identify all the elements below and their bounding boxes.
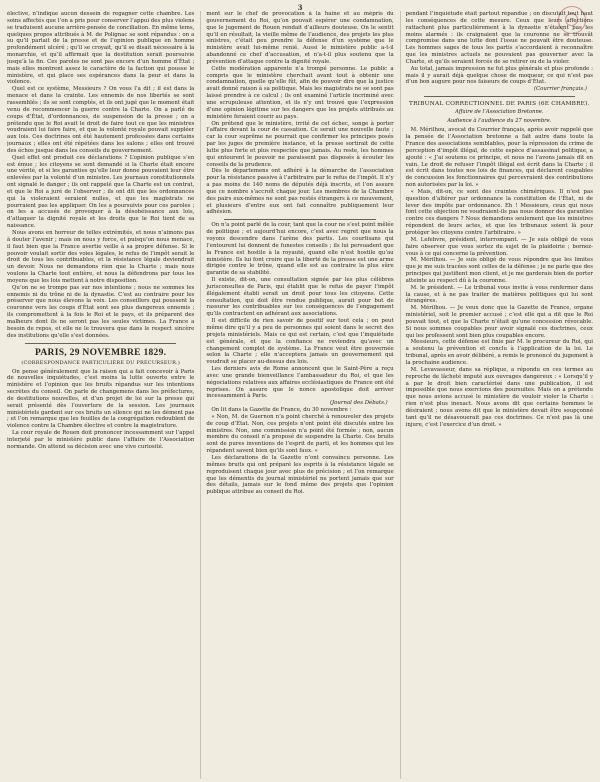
paragraph: On n’a point parlé de la cour, tant que la cour ne s’est point mêlée de politique ; et aujourd’hui encore, c’est avec regret que nous la voyons descendre dans l’arène des partis. Les courtisans qui l’entourent lui donnent de funestes conseils ; ils lui persuadent que la France est hostile à la royauté, quand elle n’est hostile qu’au ministère. Ils lui font croire que la liberté de la presse est une arme dirigée contre le trône, quand elle est au contraire la plus sûre garantie de sa stabilité. [206, 222, 394, 277]
paragraph: élective, n’indique aucun dessein de regagner cette chambre. Les soins affectés que l’on a pris pour conserver l’appui des plus violens se traduisent aucune arrière-pensée de conciliation. En même tems, quelques propos attribués à M. de Polignac se sont répandus : on a su qu’il parlait de la presse et de l’opinion publique en homme profondément ulcéré ; qu’il se croyait, qu’il se disait nécessaire à la monarchie, et qu’il affirmait que la destitution serait poursuivie jusqu’à la fin. Ces paroles ne sont pas encore d’un homme d’État ; mais elles montrent assez le caractère de la faction qui pousse le ministère, et qui place ses espérances dans la peur et dans la violence. [7, 11, 195, 86]
column-left [7, 11, 194, 779]
dateline-subtitle: (CORRESPONDANCE PARTICULIÈRE DU PRÉCURSEUR.) [21, 359, 180, 366]
tribunal-subheading: Affaire de l’Association Bretonne. [455, 109, 544, 116]
paragraph: M. Mérilhou, avocat du Courrier français, après avoir rappelé que la pensée de l’Association bretonne a fait autre dans toute la France des associations semblables, pour la répression du crime de perception d’impôt illégal, de cette espèce d’assassinat politique, a ajouté : « J’ai soutenu ce principe, et nous ne l’avons jamais dit en vain. Le droit de refuser l’impôt illégal est écrit dans la Charte ; il est écrit dans toutes nos lois de finances, qui déclarent coupables de concussion les fonctionnaires qui percevraient des contributions non autorisées par la loi. » [405, 127, 593, 189]
paragraph: Qu’on ne se trompe pas sur nos intentions ; nous ne sommes les ennemis ni du trône ni de la dynastie. C’est au contraire pour les préserver que nous élevons la voix. Les conseillers qui poussent la couronne vers les coups d’État sont ses plus dangereux ennemis ; ils compromettent à la fois le Roi et le pays, et ils préparent des malheurs dont ils ne seront pas les seules victimes. La France a besoin de repos, et elle ne le trouvera que dans le respect sincère des institutions qu’elle s’est données. [7, 284, 195, 339]
paragraph: On pense généralement que la raison qui a fait concevoir à Paris de nouvelles inquiétudes, c’est moins la lutte ouverte entre le ministère et l’opinion que les bruits répandus sur les intentions secrètes du conseil. On parle de changemens dans les préfectures, de destitutions nouvelles, et d’un projet de loi sur la presse qui serait présenté dès l’ouverture de la session. Les journaux ministériels gardent sur ces bruits un silence qui ne les dément pas ; et l’on remarque que les feuilles de la congrégation redoublent de violence contre la Chambre élective et contre la magistrature. [7, 368, 195, 430]
paragraph: Dès le départemens ont adhéré à la démarche de l’association pour la résistance passive à l’arbitraire par le refus de l’impôt. Il n’y a pas moins de 140 noms de députés déjà inscrits, et l’on assure que ce nombre s’accroît chaque jour. Les membres de la Chambre des pairs eux-mêmes ne sont pas restés étrangers à ce mouvement, et plusieurs d’entre eux ont fait connaître publiquement leur adhésion. [206, 168, 394, 216]
paragraph: On lit dans la Gazette de France, du 30 novembre : [211, 407, 352, 414]
paragraph: Quel est ce système, Messieurs ? On vous l’a dit ; il est dans la menace et dans la crainte. Les ennemis de nos libertés se sont rassemblés ; ils se sont comptés, et ils ont jugé que le moment était venu de recommencer la guerre contre la Charte. On a parlé de coups d’État, d’ordonnances, de suspension de la presse ; on a prétendu que le Roi avait le droit de faire tout ce que les ministres voudraient lui faire faire, et que la volonté royale pouvait suppléer aux lois. Ces doctrines ont été hautement professées dans certains journaux ; elles ont été répétées dans les salons ; elles ont trouvé des échos jusque dans les conseils du gouvernement. [7, 86, 195, 154]
paragraph: On prétend que le ministère, irrité de cet échec, songe à porter l’affaire devant la cour de cassation. Ce serait une nouvelle faute ; car la cour suprême ne pourrait que confirmer les principes posés par les juges de première instance, et la presse sortirait de cette lutte plus forte et plus respectée que jamais. Au reste, les hommes qui entourent le pouvoir ne paraissent pas disposés à écouter les conseils de la prudence. [206, 120, 394, 168]
paragraph: M. le président. — Le tribunal vous invite à vous renfermer dans la cause, et à ne pas traiter de matières politiques qui lui sont étrangères. [405, 284, 593, 305]
paragraph: M. Mérilhou. — Je suis obligé de vous répondre que les limites que je me suis tracées sont celles de la défense ; je ne parle que des principes qui justifient mon client, et je me garderais bien de porter atteinte au respect dû à la couronne. [405, 257, 593, 284]
paragraph: Quel effet ont produit ces déclarations ? L’opinion publique s’en est émue ; les citoyens se sont demandé si la Charte était encore une vérité, et si les garanties qu’elle leur donne pouvaient leur être enlevées par la volonté d’un ministre. Les journaux constitutionnels ont signalé le danger ; ils ont rappelé que la Charte est un contrat, et que le Roi a juré de l’observer ; ils ont dit que les ordonnances qui la violeraient seraient nulles, et que les magistrats ne pourraient pas les appliquer. On les a poursuivis pour ces paroles ; on les a accusés de provoquer à la désobéissance aux lois, d’attaquer la dignité royale et les droits que le Roi tient de sa naissance. [7, 154, 195, 230]
paragraph: Les déclarations de la Gazette n’ont convaincu personne. Les mêmes bruits qui ont préparé les esprits à la résistance légale se reproduisent chaque jour avec plus de précision ; et l’on remarque que les démentis du journal ministériel ne portent jamais que sur des détails, jamais sur le fond même des projets que l’opinion publique attribue au conseil du Roi. [206, 455, 394, 496]
paragraph: « Non, M. de Guernon n’a point cherché à renouveler des projets de coup d’État. Non, ces projets n’ont point été discutés entre les ministres. Non, une commission n’a point été formée ; non, aucun membre du conseil n’a proposé de suspendre la Charte. Ces bruits sont de pures inventions de l’esprit de parti, et les hommes qui les répandent savent bien qu’ils sont faux. » [206, 413, 394, 455]
paragraph: M. Lefebvre, président, interrompant. — Je suis obligé de vous faire observer que vous sortez du sujet de la plaidoirie ; bornez-vous à ce qui concerne la prévention. [405, 236, 593, 257]
paragraph: Il est difficile de rien savoir de positif sur tout cela ; on peut même dire qu’il y a peu de personnes qui soient dans le secret des projets ministériels. Mais ce qui est certain, c’est que l’inquiétude est générale, et que la confiance ne reviendra qu’avec un changement complet de système. La France veut être gouvernée selon la Charte ; elle n’acceptera jamais un gouvernement qui voudrait se placer au-dessus des lois. [206, 318, 394, 366]
divider [424, 96, 575, 97]
page-number: 3 [297, 3, 303, 12]
paragraph: Les derniers avis de Rome annoncent que le Saint-Père a reçu avec une grande bienveillance l’ambassadeur du Roi, et que les négociations relatives aux affaires ecclésiastiques de France ont été reprises. On assure que le nonce apostolique doit arriver incessamment à Paris. [206, 366, 394, 400]
paragraph: Messieurs, cette défense est finie par M. le procureur du Roi, qui a soutenu la prévention et conclu à l’application de la loi. Le tribunal, après en avoir délibéré, a remis le prononcé du jugement à la prochaine audience. [405, 339, 593, 367]
tribunal-date: Audience à l’audience du 27 novembre. [447, 118, 552, 125]
column-middle [200, 11, 393, 779]
dateline-heading: PARIS, 29 NOVEMBRE 1829. [35, 347, 167, 358]
paragraph: pendant l’inquiétude était partout répandue ; on discutait tout haut les conséquences de cette mesure. Ceux que leurs affections rattachent plus particulièrement à la dynastie n’étaient pas les moins alarmés : ils craignaient que la couronne ne se trouvât compromise dans une lutte dont l’issue ne pouvait être douteuse. Les hommes sages de tous les partis s’accordaient à reconnaître que les ministres actuels ne pouvaient pas gouverner avec la Charte, et qu’ils seraient forcés de se retirer ou de la violer. [405, 11, 593, 65]
divider [224, 219, 375, 220]
paragraph: La cour royale de Rouen doit prononcer incessamment sur l’appel interjeté par le ministère public dans l’affaire de l’Association normande. On attend sa décision avec une vive curiosité. [7, 430, 195, 450]
paragraph: M. Levavasseur, dans sa réplique, a répondu en ces termes au reproche de lâcheté imputé aux ouvrages dangereux : « Lorsqu’il y a par le droit bien caractérisé dans une publication, il est impossible que nous exercions des poursuites. Mais on a prétendu que nous avions accusé le ministère de vouloir violer la Charte : rien n’est plus inexact. Nous avons dit que certains hommes le désiraient ; nous avons dit que le ministère devait être soupçonné tant qu’il ne désavouerait pas ces doctrines. Ce n’est pas là une injure, c’est l’exercice d’un droit. » [405, 366, 593, 428]
tribunal-heading: TRIBUNAL CORRECTIONNEL DE PARIS (6E CHAMBRE). [409, 101, 590, 108]
paragraph: Au total, jamais impression ne fut plus générale et plus profonde : mais il y aurait déjà quelque chose de moqueur, ce qui n’est pas d’un bon augure pour nos faiseurs de coups d’État. [405, 65, 593, 86]
divider [25, 343, 176, 344]
paragraph: M. Mérilhou. — Je veux donc que la Gazette de France, organe ministériel, soit le premier accusé ; c’est elle qui a dit que le Roi pouvait tout, et que la Charte n’était qu’une concession révocable. Si nous sommes coupables pour avoir signalé ces doctrines, ceux qui les professent sont bien plus coupables encore. [405, 305, 593, 339]
column-right [400, 11, 593, 779]
newspaper-columns [7, 11, 593, 779]
source-signature: (Courrier français.) [533, 86, 587, 93]
paragraph: Il existe, dit-on, une consultation signée par les plus célèbres jurisconsultes de Paris, qui établit que le refus de payer l’impôt illégalement établi serait un droit pour tous les citoyens. Cette consultation, qui doit être rendue publique, aurait pour but de rassurer les contribuables sur les conséquences de l’engagement qu’ils contractent en adhérant aux associations. [206, 277, 394, 318]
paragraph: Cette modération apparente n’a trompé personne. Le public a compris que le ministère cherchait avant tout à obtenir une condamnation, quelle qu’elle fût, afin de pouvoir dire que la justice avait donné raison à sa politique. Mais les magistrats ne se sont pas laissé prendre à ce calcul ; ils ont examiné l’article incriminé avec une scrupuleuse attention, et ils n’y ont trouvé que l’expression d’une opinion légitime sur les dangers que les projets attribués au ministère feraient courir au pays. [206, 65, 394, 120]
paragraph: ment sur le chef de provocation à la haine et au mépris du gouvernement du Roi, qu’on pouvait espérer une condamnation, que le jugement de Rouen rendait d’ailleurs douteuse. On le sentit qu’il en résultait, la vieille même de l’audience, des projets les plus sinistres, c’était peu prendre la défense d’un système que le ministère avait lui-même renié. Aussi le ministère public a-t-il abandonné ce chef d’accusation, et n’a-t-il plus soutenu que la prévention d’attaque contre la dignité royale. [206, 11, 394, 65]
source-signature: (Journal des Débats.) [329, 400, 388, 407]
paragraph: « Mais, dit-on, ce sont des craintes chimériques. Il n’est pas question d’altérer par ordonnance la constitution de l’État, ni de lever des impôts par ordonnance. Eh ! Messieurs, ceux qui nous font cette objection ne voudraient-ils pas nous donner des garanties contre ces dangers ? Nous demandons seulement que les ministres répondent de leurs actes, et que les tribunaux soient là pour protéger les citoyens contre l’arbitraire. » [405, 188, 593, 236]
paragraph: Nous avons en horreur de telles extrémités, et nous n’aimons pas à douter l’avenir ; mais on nous y force, et puisqu’on nous menace, il faut bien que la France avertie veille à sa propre défense. Si le pouvoir voulait sortir des voies légales, le refus de l’impôt serait le droit de tous les contribuables, et la résistance légale deviendrait un devoir. Nous ne demandons rien que la Charte ; mais nous voulons la Charte tout entière, et nous la défendrons par tous les moyens que les lois mettent à notre disposition. [7, 230, 195, 284]
